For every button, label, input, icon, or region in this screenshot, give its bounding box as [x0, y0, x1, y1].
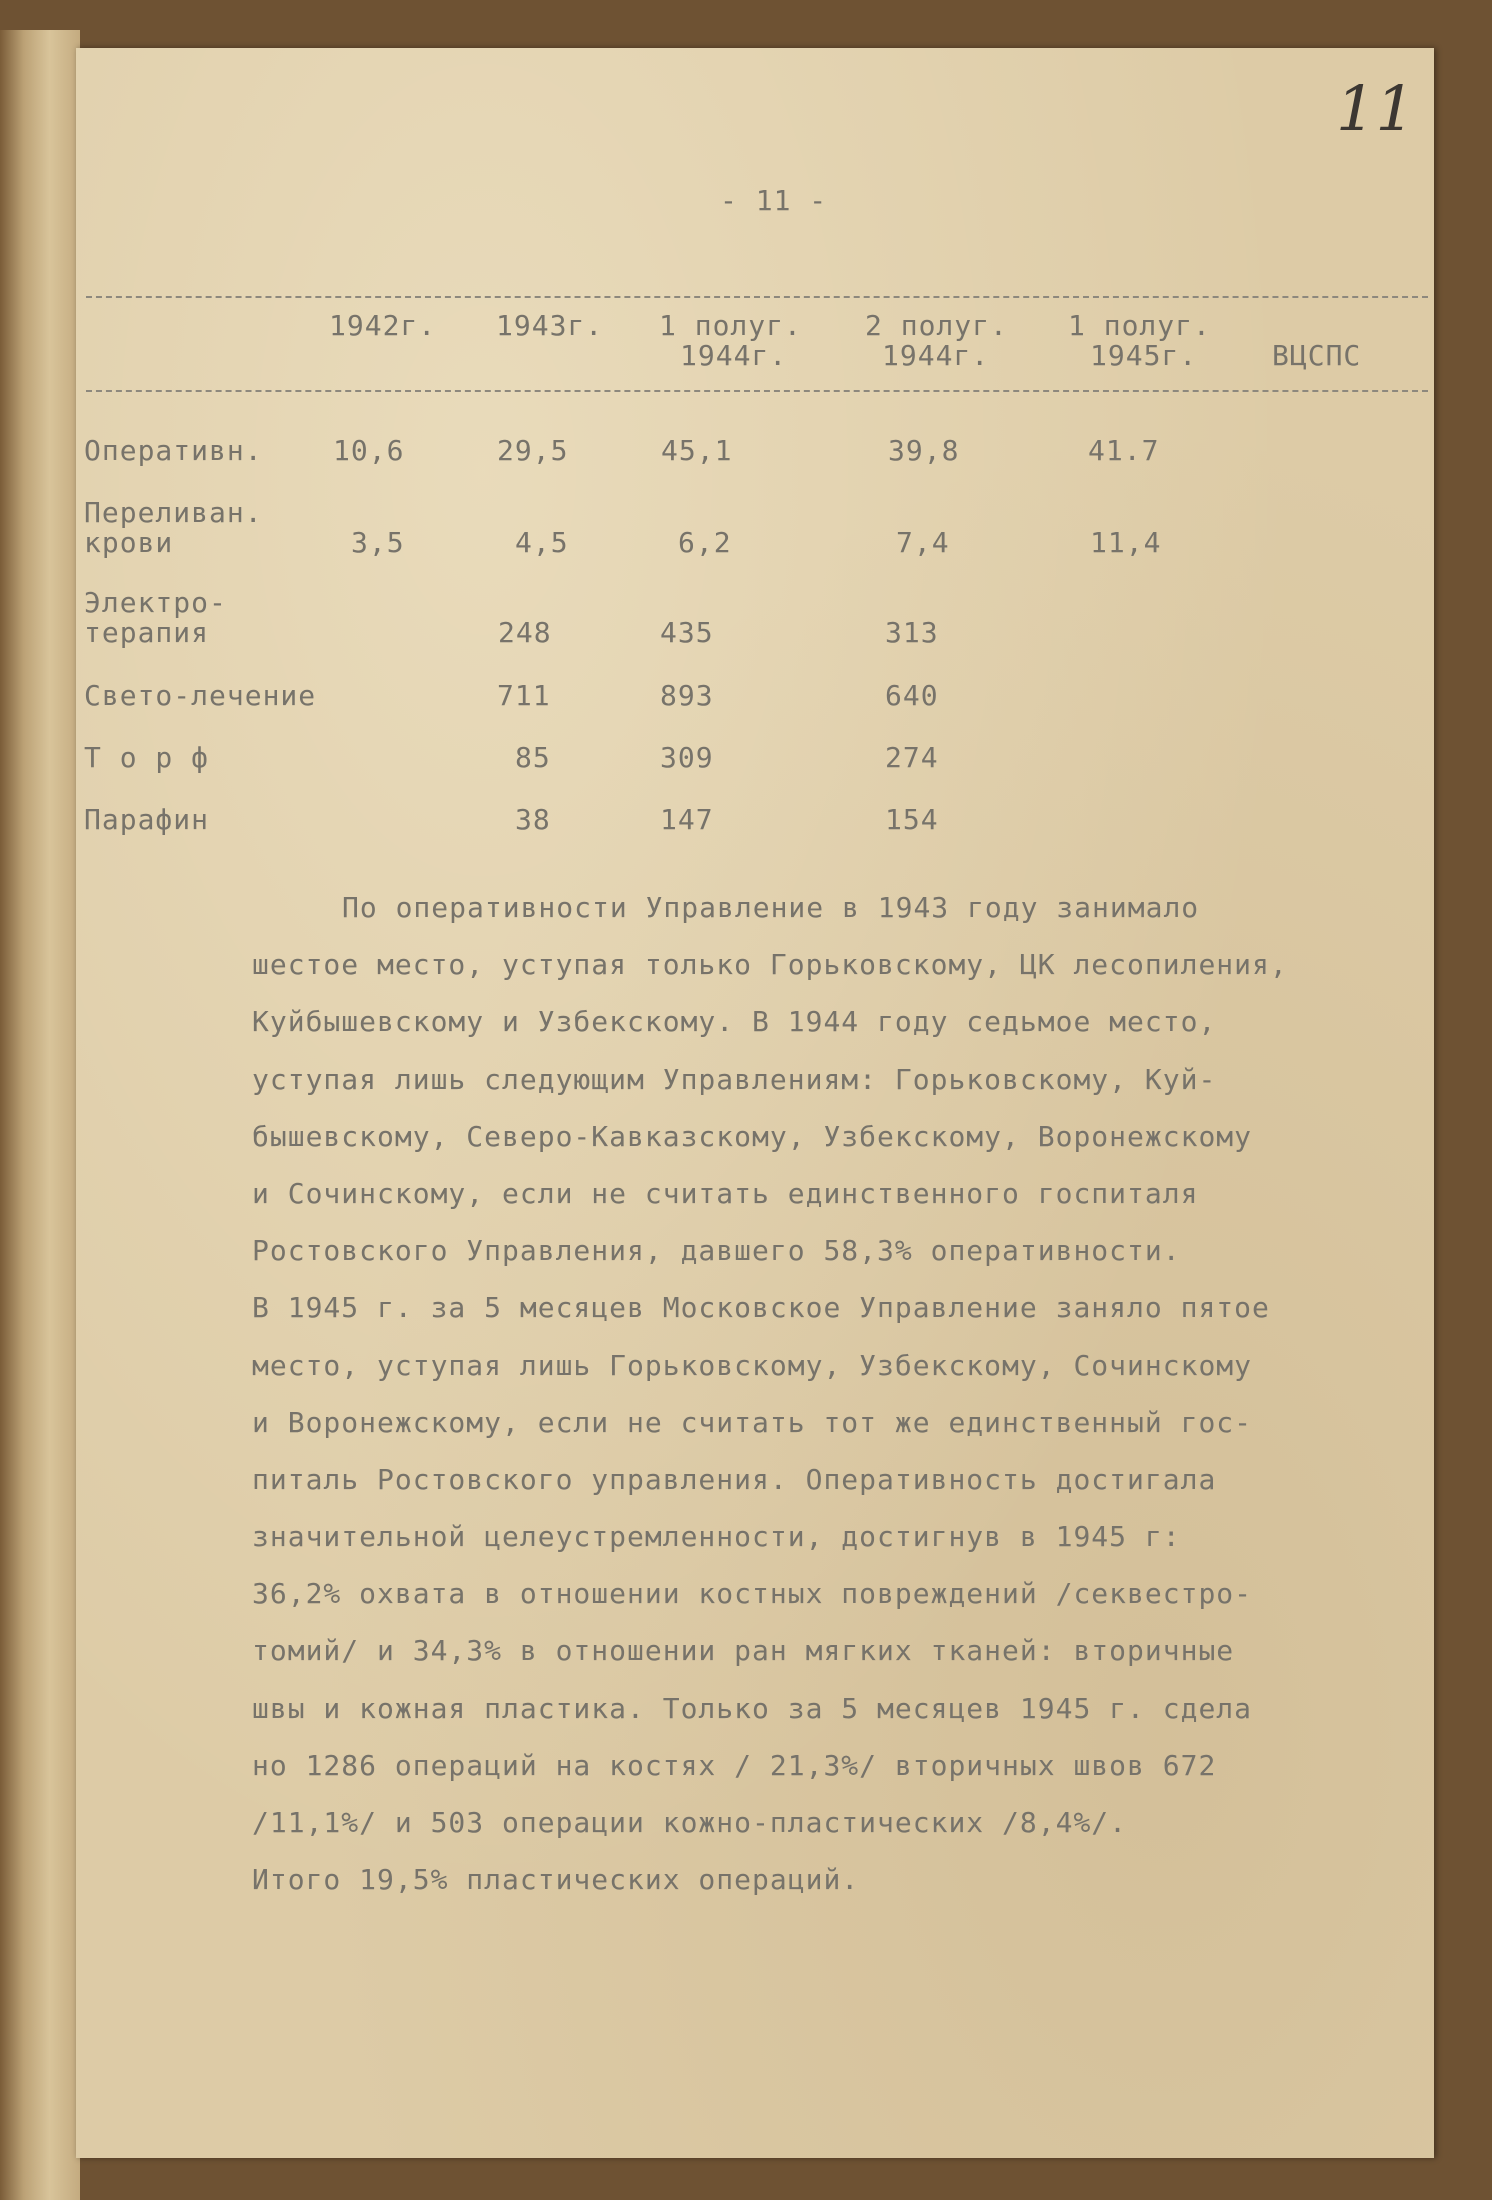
row-label-line-2: терапия: [84, 616, 210, 649]
cell-1h1944: 147: [660, 803, 714, 836]
paragraph-line: но 1286 операций на костях / 21,3%/ вторичных швов 672: [252, 1748, 1217, 1782]
table-top-rule: [86, 296, 1428, 298]
col-1h1944-header-top: 1 полуг.: [659, 309, 802, 342]
cell-2h1944: 154: [885, 803, 939, 836]
col-1h1945-header-top: 1 полуг.: [1068, 309, 1211, 342]
col-1942-header: 1942г.: [329, 309, 437, 342]
paragraph-line: питаль Ростовского управления. Оперативность достигала: [252, 1462, 1217, 1496]
previous-page-edge: [0, 30, 80, 2200]
cell-1943: 85: [515, 741, 551, 774]
table-header-rule: [86, 390, 1428, 392]
paragraph-line: томий/ и 34,3% в отношении ран мягких тканей: вторичные: [252, 1634, 1235, 1668]
paragraph-line: /11,1%/ и 503 операции кожно-пластических /8,4%/.: [252, 1806, 1128, 1839]
cell-1h1945: 41.7: [1088, 434, 1160, 467]
page-number: - 11 -: [720, 184, 828, 217]
cell-1942: 3,5: [351, 526, 405, 559]
row-label: Парафин: [84, 803, 210, 836]
cell-2h1944: 274: [885, 741, 939, 774]
body-paragraph: [252, 888, 1432, 1917]
cell-1h1944: 6,2: [678, 526, 732, 559]
paragraph-line: Куйбышевскому и Узбекскому. В 1944 году седьмое место,: [252, 1005, 1217, 1039]
col-vcsps-header: ВЦСПС: [1272, 339, 1362, 372]
cell-1943: 248: [498, 616, 552, 649]
paragraph-line: шестое место, уступая только Горьковскому, ЦК лесопиления,: [252, 948, 1288, 982]
paragraph-line: швы и кожная пластика. Только за 5 месяцев 1945 г. сдела: [252, 1691, 1253, 1725]
paragraph-line: Итого 19,5% пластических операций.: [252, 1863, 860, 1897]
cell-2h1944: 313: [885, 616, 939, 649]
row-label: Т о р ф: [84, 741, 210, 774]
row-label: Свето-лечение: [84, 679, 317, 712]
cell-1h1944: 893: [660, 679, 714, 712]
paragraph-line: значительной целеустремленности, достигнув в 1945 г:: [252, 1520, 1181, 1554]
row-label-line-1: Электро-: [84, 586, 227, 619]
paragraph-line: бышевскому, Северо-Кавказскому, Узбекскому, Воронежскому: [252, 1119, 1253, 1153]
cell-1943: 711: [497, 679, 551, 712]
paragraph-line: место, уступая лишь Горьковскому, Узбекскому, Сочинскому: [252, 1348, 1253, 1382]
paragraph-line: В 1945 г. за 5 месяцев Московское Управление заняло пятое: [252, 1291, 1270, 1325]
paragraph-line: Ростовского Управления, давшего 58,3% оперативности.: [252, 1234, 1181, 1268]
paragraph-line: 36,2% охвата в отношении костных повреждений /секвестро-: [252, 1577, 1253, 1611]
paragraph-line: и Воронежскому, если не считать тот же единственный гос-: [252, 1405, 1253, 1439]
cell-1943: 29,5: [497, 434, 569, 467]
cell-1943: 38: [515, 803, 551, 836]
col-2h1944-header-bottom: 1944г.: [882, 339, 990, 372]
col-1943-header: 1943г.: [496, 309, 604, 342]
cell-1h1944: 45,1: [661, 434, 733, 467]
paragraph-line: и Сочинскому, если не считать единственного госпиталя: [252, 1176, 1199, 1210]
cell-2h1944: 39,8: [888, 434, 960, 467]
cell-1h1945: 11,4: [1090, 526, 1162, 559]
paragraph-line: По оперативности Управление в 1943 году занимало: [342, 891, 1200, 924]
col-1h1944-header-bottom: 1944г.: [680, 339, 788, 372]
cell-1h1944: 435: [660, 616, 714, 649]
cell-2h1944: 640: [885, 679, 939, 712]
cell-1943: 4,5: [515, 526, 569, 559]
folio-number: 11: [1336, 72, 1415, 145]
row-label: Оперативн.: [84, 434, 263, 467]
row-label-line-1: Переливан.: [84, 496, 263, 529]
cell-1h1944: 309: [660, 741, 714, 774]
col-2h1944-header-top: 2 полуг.: [865, 309, 1008, 342]
cell-1942: 10,6: [333, 434, 405, 467]
paragraph-line: уступая лишь следующим Управлениям: Горьковскому, Куй-: [252, 1062, 1217, 1096]
row-label-line-2: крови: [84, 526, 174, 559]
col-1h1945-header-bottom: 1945г.: [1090, 339, 1198, 372]
cell-2h1944: 7,4: [896, 526, 950, 559]
